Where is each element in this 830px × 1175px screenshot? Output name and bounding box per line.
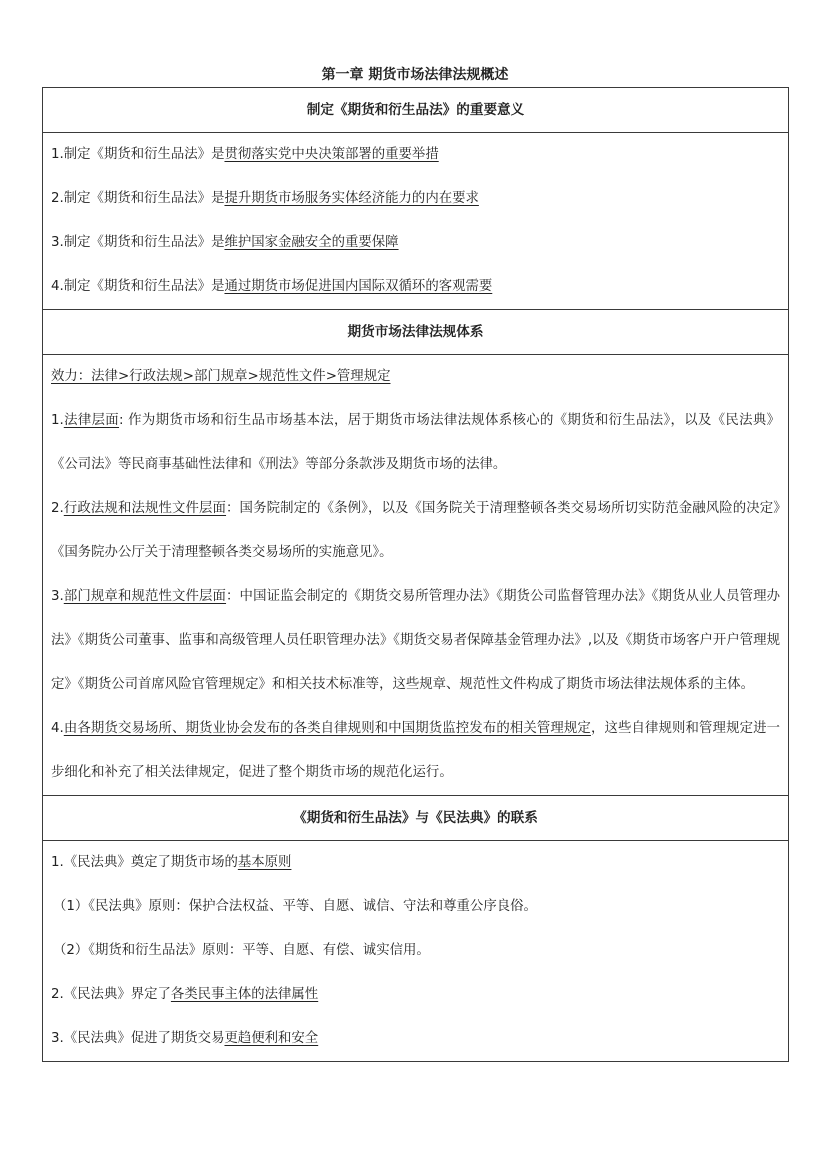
section-body-legal-system [43,355,788,796]
list-item [51,265,780,309]
hierarchy-text: 效力：法律>行政法规>部门规章>规范性文件>管理规定 [51,369,391,384]
hierarchy-line [51,355,780,399]
item-emphasis: 法律层面 [63,413,120,428]
item-emphasis: 基本原则 [237,855,292,870]
list-item [51,133,780,177]
item-emphasis: 通过期货市场促进国内国际双循环的客观需要 [224,279,493,294]
item-text: 2.制定《期货和衍生品法》是 [51,191,225,206]
section-body-civil-code-relation [43,841,788,1061]
item-emphasis: 维护国家金融安全的重要保障 [224,235,399,250]
item-emphasis: 行政法规和法规性文件层面 [63,501,227,516]
item-number: 4. [51,721,64,736]
sub-item: （2）《期货和衍生品法》原则：平等、自愿、有偿、诚实信用。 [53,943,430,958]
item-emphasis: 由各期货交易场所、期货业协会发布的各类自律规则和中国期货监控发布的相关管理规定 [63,721,591,736]
item-text: ：国务院制定的《条例》，以及《国务院关于清理整顿各类交易场所切实防范金融风险的决定》《国务院办公厅关于清理整顿各类交易场所的实施意见》。 [51,501,780,560]
list-item [51,841,780,885]
item-emphasis: 更趋便利和安全 [224,1031,319,1046]
item-text: ，这些自律规则和管理规定进一步细化和补充了相关法律规定，促进了整个期货市场的规范化运行。 [51,721,781,780]
item-text: 1.《民法典》奠定了期货市场的 [51,855,238,870]
item-text: 3.《民法典》促进了期货交易 [51,1031,225,1046]
item-emphasis: 贯彻落实党中央决策部署的重要举措 [224,147,439,162]
item-text: : 作为期货市场和衍生品市场基本法，居于期货市场法律法规体系核心的《期货和衍生品法》，以及《民法典》《公司法》等民商事基础性法律和《刑法》等部分条款涉及期货市场的法律。 [51,413,780,472]
section-heading-civil-code-relation: 《期货和衍生品法》与《民法典》的联系 [43,796,788,841]
section-body-significance [43,133,788,310]
list-item [51,707,780,795]
item-text: ：中国证监会制定的《期货交易所管理办法》《期货公司监督管理办法》《期货从业人员管理办法》《期货公司董事、监事和高级管理人员任职管理办法》《期货交易者保障基金管理办法》,以及《期货市场客户开户管理规定》《期货公司首席风险官管理规定》和相关技术标准等，这些规章、规范性文件构成了期货市场法律法规体系的主体。 [51,589,780,692]
item-number: 2. [51,501,64,516]
content-table [42,87,789,1062]
section-heading-legal-system: 期货市场法律法规体系 [43,310,788,355]
list-item [51,487,780,575]
page-title: 第一章 期货市场法律法规概述 [321,67,509,83]
section-heading-significance: 制定《期货和衍生品法》的重要意义 [43,88,788,133]
list-item [51,973,780,1017]
item-emphasis: 各类民事主体的法律属性 [170,987,319,1002]
item-emphasis: 提升期货市场服务实体经济能力的内在要求 [224,191,479,206]
list-item [51,1017,780,1061]
item-number: 3. [51,589,64,604]
item-text: 1.制定《期货和衍生品法》是 [51,147,225,162]
list-item [51,399,780,487]
item-number: 1. [51,413,64,428]
item-text: 4.制定《期货和衍生品法》是 [51,279,225,294]
item-text: 2.《民法典》界定了 [51,987,171,1002]
list-item [51,177,780,221]
list-item [51,221,780,265]
item-text: 3.制定《期货和衍生品法》是 [51,235,225,250]
list-item [51,575,780,707]
sub-item: （1）《民法典》原则：保护合法权益、平等、自愿、诚信、守法和尊重公序良俗。 [53,899,537,914]
item-emphasis: 部门规章和规范性文件层面 [63,589,227,604]
